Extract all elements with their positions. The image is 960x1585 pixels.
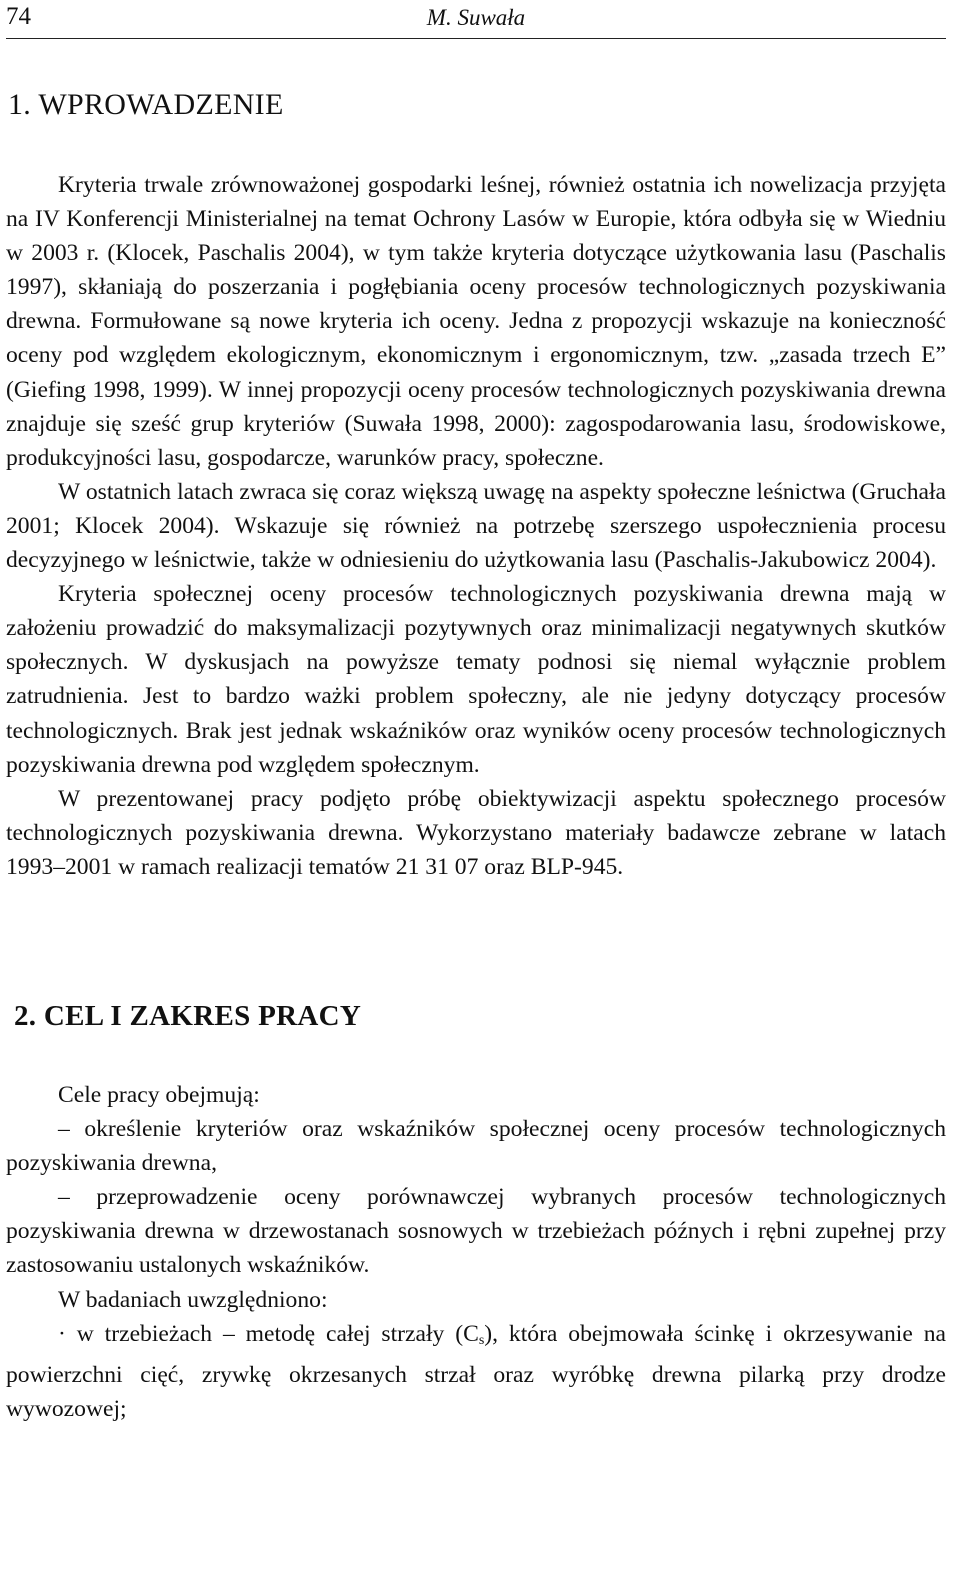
goal-item: – przeprowadzenie oceny porównawczej wybranych procesów technologicznych pozyskiwania drewna w drzewostanach sosnowych w trzebieżach późnych i rębni zupełnej przy zastosowaniu ustalonych wskaźników. bbox=[6, 1184, 946, 1279]
page bbox=[6, 0, 946, 1426]
paragraph: W ostatnich latach zwraca się coraz większą uwagę na aspekty społeczne leśnictwa (Gruchała 2001; Klocek 2004). Wskazuje się również na potrzebę szerszego uspołecznienia procesu decyzyjnego w leśnictwie, także w odniesieniu do użytkowania lasu (Paschalis-Jakubowicz 2004). bbox=[6, 478, 946, 574]
scope-item-text-start: · w trzebieżach – metodę całej strzały (C bbox=[58, 1320, 479, 1347]
goal-item: – określenie kryteriów oraz wskaźników społecznej oceny procesów technologicznych pozyskiwania drewna, bbox=[6, 1116, 946, 1177]
section-heading-introduction: 1. WPROWADZENIE bbox=[8, 88, 284, 121]
scope-item-text-end: ), która obejmowała ścinkę i okrzesywanie na powierzchni cięć, zrywkę okrzesanych strzał oraz wyróbkę drewna pilarką przy drodze wywozowej; bbox=[6, 1320, 946, 1422]
running-header bbox=[6, 0, 946, 39]
scope-intro: W badaniach uwzględniono: bbox=[58, 1286, 328, 1313]
section-body-introduction bbox=[6, 168, 946, 884]
scope-item bbox=[6, 1317, 946, 1426]
paragraph: Kryteria społecznej oceny procesów technologicznych pozyskiwania drewna mają w założeniu prowadzić do maksymalizacji pozytywnych oraz minimalizacji negatywnych skutków społecznych. W dyskusjach na powyższe tematy podnosi się niemal wyłącznie problem zatrudnienia. Jest to bardzo ważki problem społeczny, ale nie jedyny dotyczący procesów technologicznych. Brak jest jednak wskaźników oraz wyników oceny procesów technologicznych pozyskiwania drewna pod względem społecznym. bbox=[6, 581, 946, 778]
paragraph: Kryteria trwale zrównoważonej gospodarki leśnej, również ostatnia ich nowelizacja przyjęta na IV Konferencji Ministerialnej na temat Ochrony Lasów w Europie, która odbyła się w Wiedniu w 2003 r. (Klocek, Paschalis 2004), w tym także kryteria dotyczące użytkowania lasu (Paschalis 1997), skłaniają do poszerzania i pogłębiania oceny procesów technologicznych pozyskiwania drewna. Formułowane są nowe kryteria ich oceny. Jedna z propozycji wskazuje na konieczność oceny pod względem ekologicznym, ekonomicznym i ergonomicznym, tzw. „zasada trzech E” (Giefing 1998, 1999). W innej propozycji oceny procesów technologicznych pozyskiwania drewna znajduje się sześć grup kryteriów (Suwała 1998, 2000): zagospodarowania lasu, środowiskowe, produkcyjności lasu, gospodarcze, warunków pracy, społeczne. bbox=[6, 172, 946, 471]
paragraph: W prezentowanej pracy podjęto próbę obiektywizacji aspektu społecznego procesów technologicznych pozyskiwania drewna. Wykorzystano materiały badawcze zebrane w latach 1993–2001 w ramach realizacji tematów 21 31 07 oraz BLP-945. bbox=[6, 785, 946, 880]
page-number: 74 bbox=[6, 3, 31, 30]
goals-intro: Cele pracy obejmują: bbox=[58, 1081, 260, 1108]
scope-item-subscript: s bbox=[478, 1332, 485, 1348]
section-heading-goals: 2. CEL I ZAKRES PRACY bbox=[14, 999, 362, 1032]
running-author: M. Suwała bbox=[426, 5, 526, 30]
section-body-goals bbox=[6, 1078, 946, 1426]
